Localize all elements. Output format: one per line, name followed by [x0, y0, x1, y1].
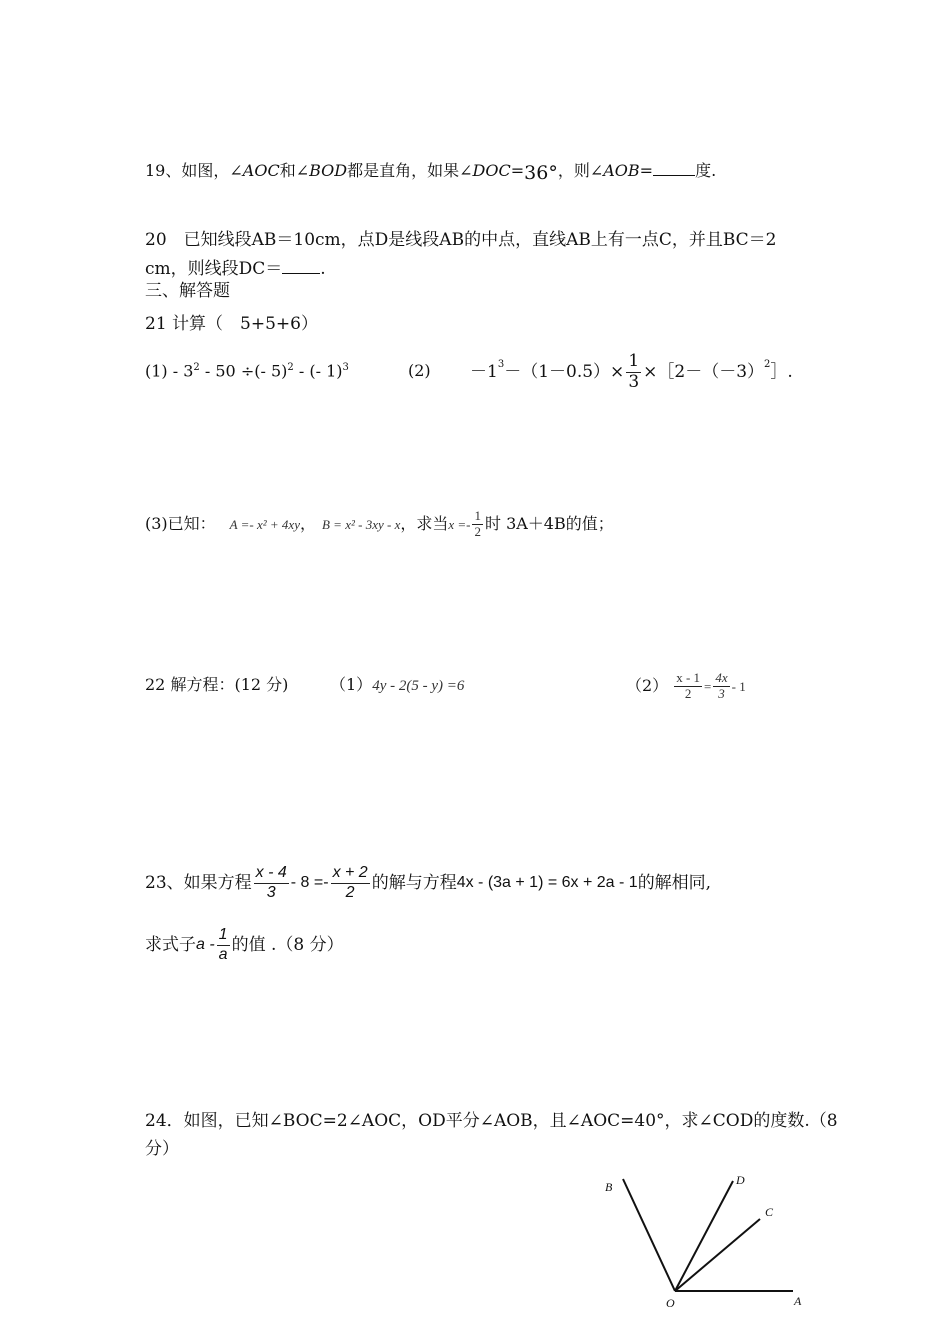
q21-p3-frac-num: 1 [474, 507, 481, 523]
q21-p3-expr-a: A =- x² + 4xy [229, 516, 300, 532]
q19-angle-aoc: ∠AOC [229, 161, 280, 180]
q19-angle-bod: ∠BOD [295, 161, 348, 180]
q20-line2-prefix: cm，则线段DC＝ [145, 259, 283, 279]
label-d: D [736, 1173, 745, 1187]
q21-p3-label: (3)已知： [145, 514, 216, 533]
q21-p2-frac-den: 3 [628, 371, 640, 392]
q23-f2-num: x + 2 [331, 864, 370, 883]
q21-p1-mid: - 50 ÷(- 5) [199, 361, 288, 381]
q22-p2-equals: = [704, 678, 712, 694]
label-b: B [605, 1180, 613, 1194]
q23-f1-num: x - 4 [254, 864, 289, 883]
q21-p3-ask: ，求当 [400, 514, 449, 533]
q19-then: ，则 [557, 161, 590, 180]
q19-line [145, 161, 717, 184]
angle-figure [595, 1165, 825, 1315]
ray-od [675, 1181, 733, 1291]
q23-mid2: 的解与方程 [371, 872, 457, 893]
q21-p1-a: (1) - 3 [145, 361, 194, 381]
q22-p1-equation: 4y - 2(5 - y) =6 [372, 678, 465, 694]
q19-prefix: 19、如图， [145, 161, 230, 180]
q21-p3-tail: 时 3A＋4B的值； [484, 514, 614, 533]
label-c: C [765, 1205, 774, 1219]
q23-f2-den: 2 [345, 883, 355, 901]
q23-f1-den: 3 [266, 883, 276, 901]
q23-f3-num: 1 [217, 926, 230, 945]
q21-part1 [145, 363, 349, 379]
q23-mid1: - 8 =- [290, 874, 329, 891]
q21-title: 21 计算（ 5+5+6） [145, 314, 318, 334]
q22-p2-den2: 3 [718, 685, 725, 701]
q23-prefix: 23、如果方程 [145, 872, 252, 893]
q21-p2-frac-num: 1 [628, 350, 640, 371]
q19-angle-aob: ∠AOB= [589, 161, 654, 180]
q21-p3-expr-b: B = x² - 3xy - x [321, 516, 401, 532]
ray-oc [675, 1219, 760, 1291]
q21-p2-a: －1 [470, 361, 498, 382]
q23-line1 [145, 858, 711, 908]
q23-line2-prefix: 求式子 [145, 934, 196, 955]
q21-part3 [145, 504, 614, 544]
q21-p2-a-exp: 3 [497, 359, 505, 370]
q23-a: a - [196, 936, 215, 953]
ray-ob [623, 1179, 675, 1291]
q19-answer-blank[interactable] [653, 161, 695, 176]
q21-p2-b: －（1－0.5）× [504, 361, 625, 382]
q19-angle-doc: ∠DOC= [459, 161, 525, 180]
q22-p2-label: （2） [626, 676, 669, 695]
q22-p2-tail: - 1 [731, 678, 746, 694]
q21-p3-fraction [472, 509, 483, 540]
q22-p2-fraction1 [674, 671, 702, 702]
q21-p1-exp1: 2 [193, 362, 200, 373]
q21-p2-c-exp: 2 [764, 359, 771, 370]
q20-line2-suffix: . [320, 259, 326, 279]
q23-equation2: 4x - (3a + 1) = 6x + 2a - 1 [456, 874, 638, 891]
q21-p3-comma: ， [299, 514, 316, 533]
q22-p2-den1: 2 [684, 685, 692, 701]
q20-line1: 20 已知线段AB＝10cm，点D是线段AB的中点，直线AB上有一点C，并且BC＝2 [145, 230, 777, 250]
q19-degree: 36° [524, 162, 558, 184]
q23-f3-den: a [218, 945, 228, 963]
q21-part2 [470, 350, 793, 394]
q22-title: 22 解方程：(12 分) [145, 675, 289, 694]
q22-p2-num1: x - 1 [676, 669, 701, 685]
q23-line2 [145, 920, 344, 970]
label-a: A [794, 1294, 802, 1308]
q23-suffix: 的解相同, [637, 872, 712, 893]
q21-p2-fraction [626, 352, 641, 392]
q21-p1-exp3: 3 [342, 362, 349, 373]
q23-line2-suffix: 的值 .（8 分） [231, 934, 344, 955]
q21-p1-tail: - (- 1) [293, 361, 343, 381]
q21-p2-d: ］. [770, 361, 793, 382]
q23-fraction1 [254, 864, 289, 902]
q22-part2 [626, 664, 746, 708]
q22-p2-fraction2 [713, 671, 729, 702]
q24-line2: 分） [145, 1139, 179, 1159]
q19-suffix: 度. [695, 161, 717, 180]
q20-line2 [145, 259, 326, 278]
q22-part1 [330, 677, 464, 694]
q22-p1-label: （1） [330, 675, 373, 694]
q20-answer-blank[interactable] [282, 259, 320, 274]
q21-part2-label: (2) [408, 361, 431, 380]
q23-fraction2 [331, 864, 370, 902]
q23-fraction3 [217, 926, 230, 964]
q21-p1-exp2: 2 [287, 362, 294, 373]
q21-p3-x: x =- [448, 516, 471, 532]
q24-line1: 24．如图，已知∠BOC=2∠AOC，OD平分∠AOB，且∠AOC=40°，求∠COD的度数.（8 [145, 1111, 838, 1131]
section-heading: 三、解答题 [145, 281, 230, 301]
q22-p2-num2: 4x [715, 669, 728, 685]
q21-p2-c: ×［2－（－3） [643, 361, 765, 382]
q21-p3-frac-den: 2 [474, 523, 481, 539]
q19-mid: 都是直角，如果 [347, 161, 460, 180]
q19-and: 和 [279, 161, 296, 180]
label-o: O [666, 1296, 675, 1310]
